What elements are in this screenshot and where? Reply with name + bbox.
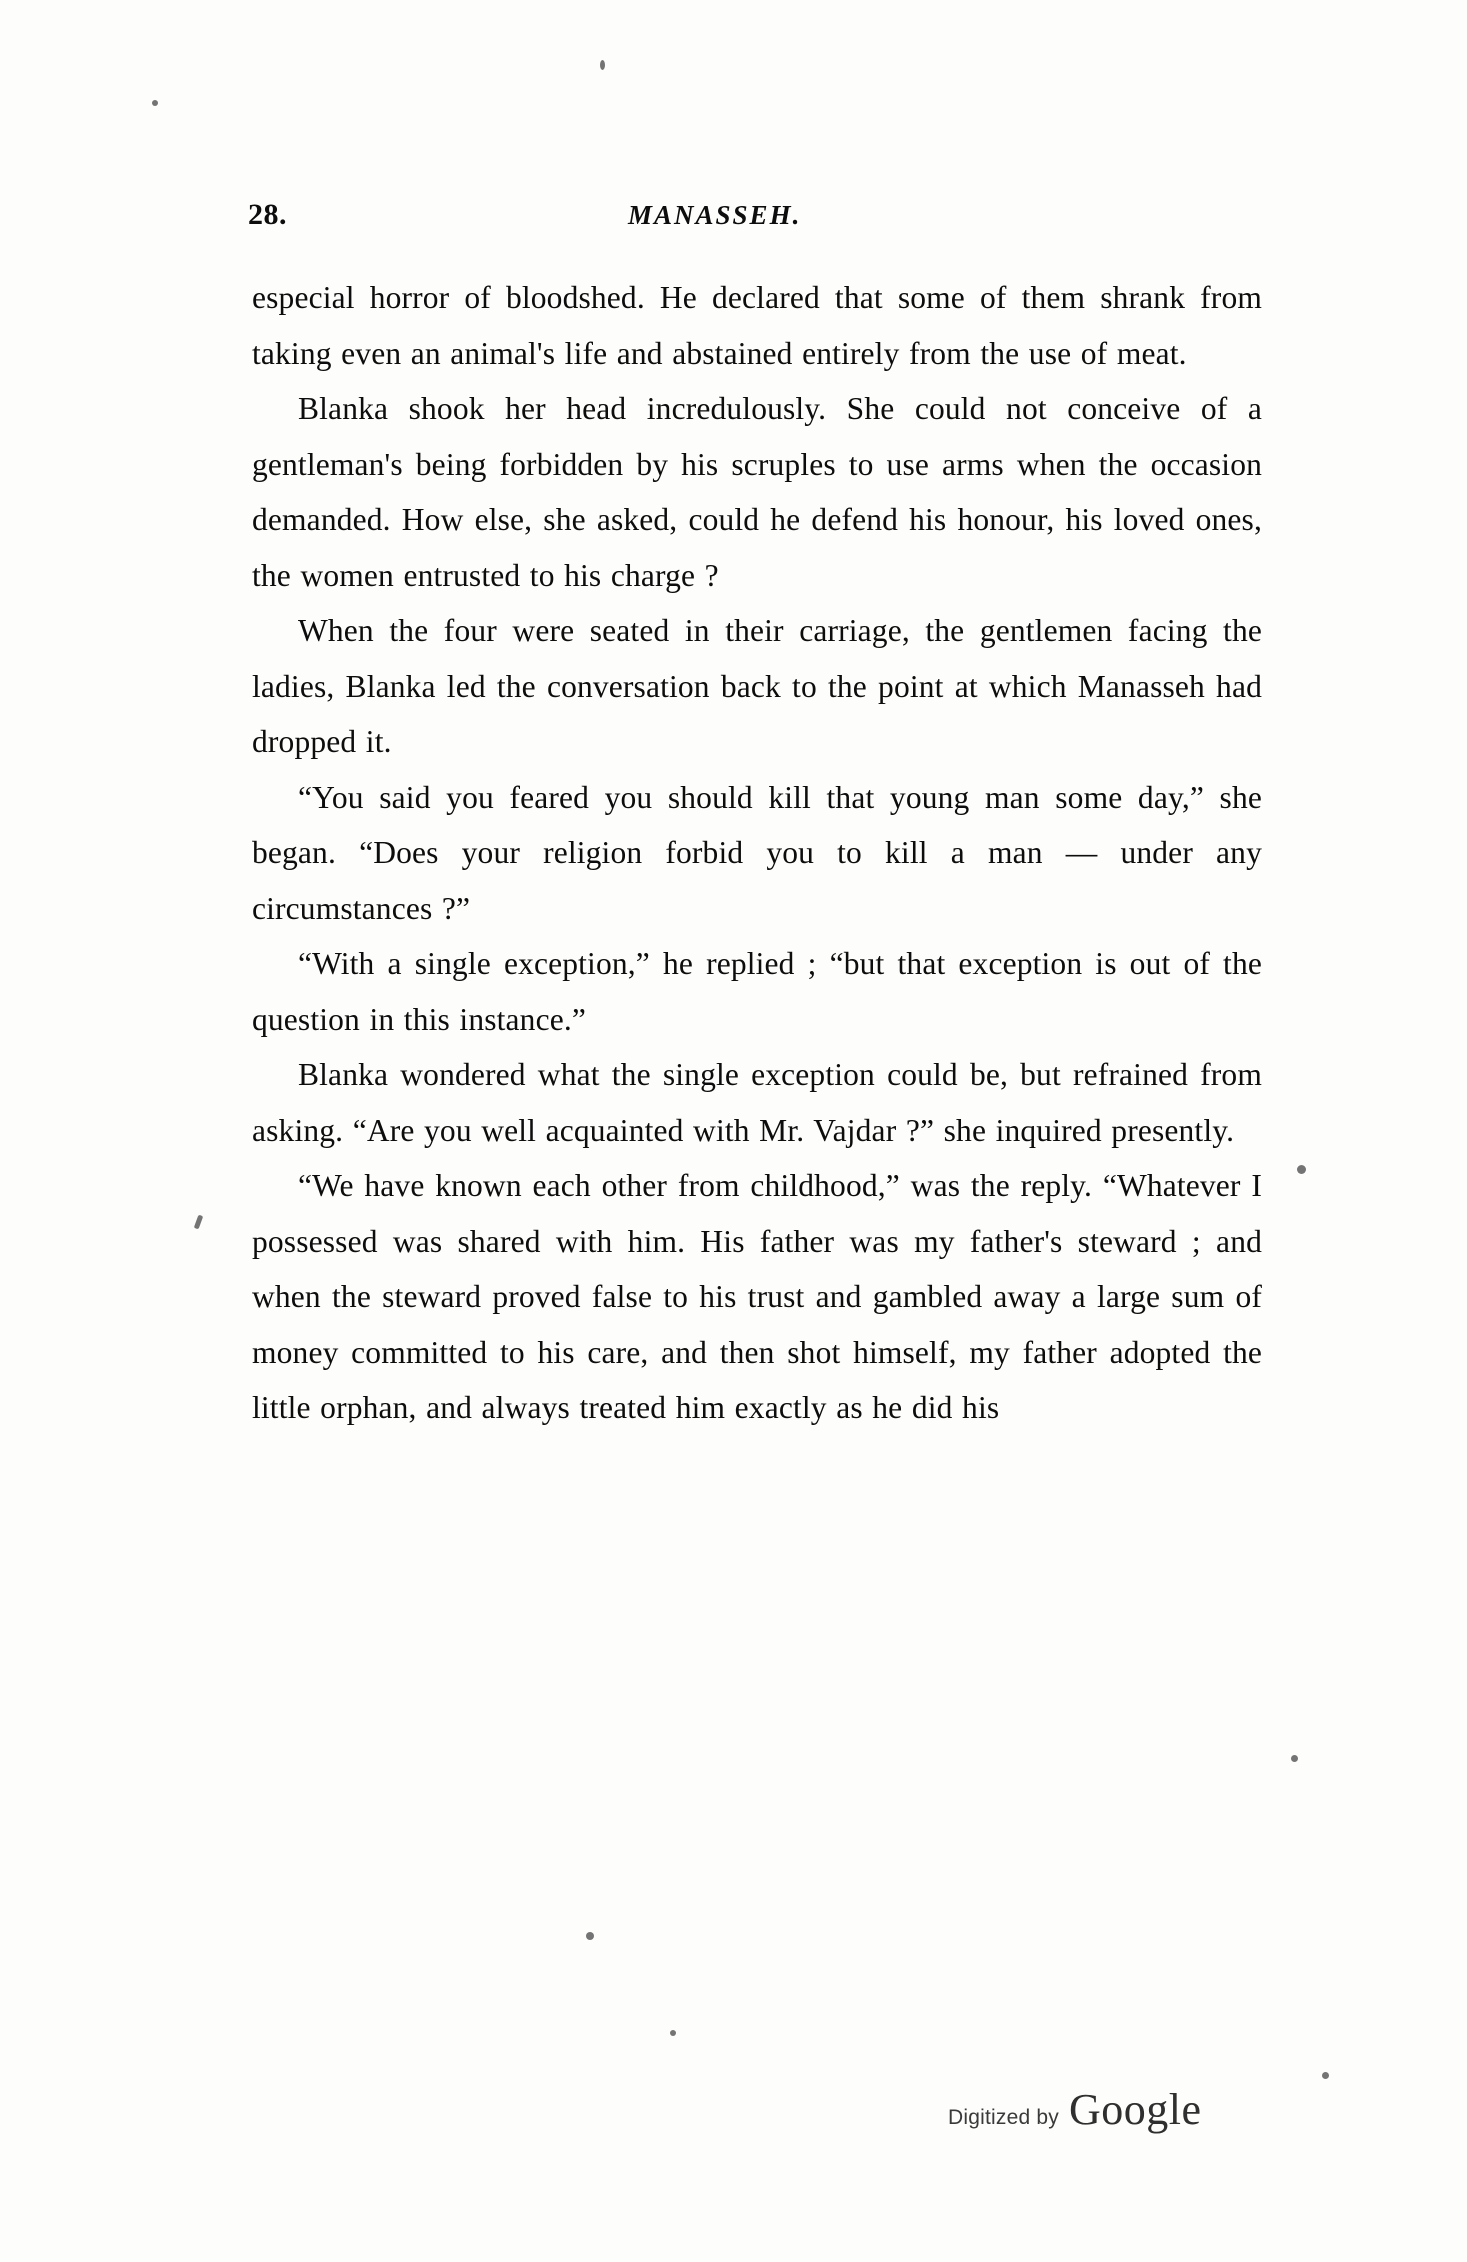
paragraph: “With a single exception,” he replied ; “but that exception is out of the question in this instance.” [252,946,1262,1037]
google-wordmark: Google [1068,2085,1202,2134]
scan-speck [1291,1755,1298,1762]
paragraph: When the four were seated in their carriage, the gentlemen facing the ladies, Blanka led the conversation back to the point at which Manasseh had dropped it. [252,613,1262,759]
page-header [248,198,1198,238]
page-number: 28. [248,198,287,231]
digitized-by-label: Digitized by [948,2106,1059,2129]
scan-speck [670,2030,676,2036]
digitized-by-watermark [948,2084,1201,2135]
scan-speck [1297,1165,1306,1174]
paragraph: “We have known each other from childhood,” was the reply. “Whatever I possessed was shared with him. His father was my father's steward ; and when the steward proved false to his trust and gambled away a large sum of money committed to his care, and then shot himself, my father adopted the little orphan, and always treated him exactly as he did his [252,1168,1262,1425]
scan-speck [600,60,605,70]
scan-speck [586,1932,594,1940]
paragraph: “You said you feared you should kill that young man some day,” she began. “Does your religion forbid you to kill a man — under any circumstances ?” [252,779,1262,926]
scan-speck [194,1215,203,1230]
paragraph: especial horror of bloodshed. He declared that some of them shrank from taking even an animal's life and abstained entirely from the use of meat. [252,280,1262,371]
page-body [252,270,1262,1436]
scan-speck [152,100,158,106]
paragraph: Blanka wondered what the single exception could be, but refrained from asking. “Are you well acquainted with Mr. Vajdar ?” she inquired presently. [252,1057,1262,1148]
scan-speck [1322,2072,1329,2079]
running-title: MANASSEH. [628,200,802,230]
paragraph: Blanka shook her head incredulously. She could not conceive of a gentleman's being forbidden by his scruples to use arms when the occasion demanded. How else, she asked, could he defend his honour, his loved ones, the women entrusted to his charge ? [252,391,1262,593]
